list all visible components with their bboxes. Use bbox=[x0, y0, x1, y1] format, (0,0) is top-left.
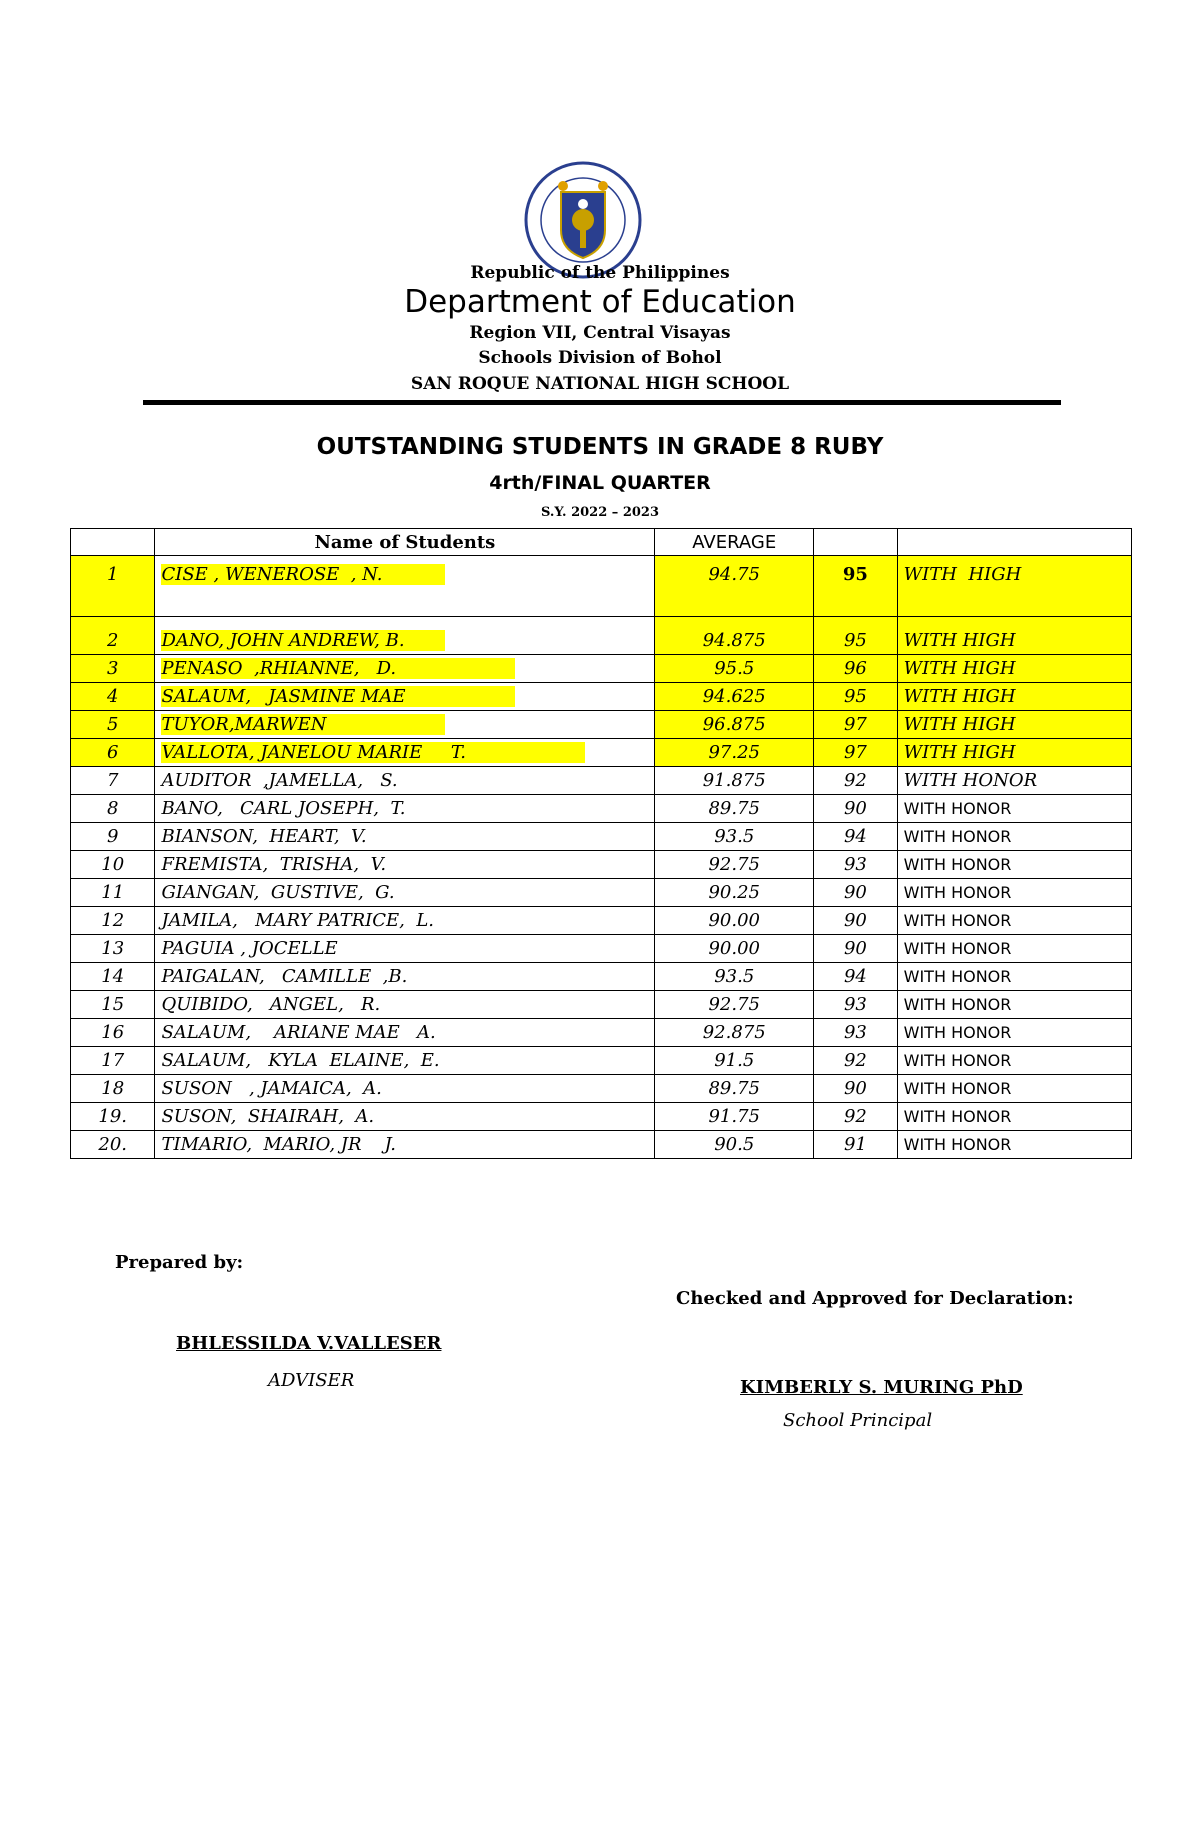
row-number: 3 bbox=[71, 655, 155, 683]
student-name: PAIGALAN, CAMILLE ,B. bbox=[155, 963, 655, 991]
row-average: 91.75 bbox=[655, 1103, 814, 1131]
student-name: FREMISTA, TRISHA, V. bbox=[155, 851, 655, 879]
row-number: 14 bbox=[71, 963, 155, 991]
table-row bbox=[71, 935, 1132, 963]
row-average: 96.875 bbox=[655, 711, 814, 739]
row-number: 19. bbox=[71, 1103, 155, 1131]
checked-approved-label: Checked and Approved for Declaration: bbox=[676, 1288, 1074, 1309]
table-row bbox=[71, 823, 1132, 851]
quarter-subtitle: 4rth/FINAL QUARTER bbox=[489, 472, 711, 494]
student-name: TIMARIO, MARIO, JR J. bbox=[155, 1131, 655, 1159]
table-row bbox=[71, 1019, 1132, 1047]
row-rounded-grade: 95 bbox=[814, 683, 897, 711]
student-name bbox=[155, 739, 655, 767]
row-rounded-grade: 90 bbox=[814, 1075, 897, 1103]
student-name: SALAUM, KYLA ELAINE, E. bbox=[155, 1047, 655, 1075]
principal-title: School Principal bbox=[783, 1410, 933, 1431]
header-average: AVERAGE bbox=[655, 529, 814, 556]
department-name: Department of Education bbox=[404, 284, 796, 320]
school-name: SAN ROQUE NATIONAL HIGH SCHOOL bbox=[410, 374, 790, 394]
table-row bbox=[71, 617, 1132, 655]
row-number: 6 bbox=[71, 739, 155, 767]
row-number: 15 bbox=[71, 991, 155, 1019]
school-year: S.Y. 2022 – 2023 bbox=[540, 505, 660, 520]
table-row bbox=[71, 1103, 1132, 1131]
row-remarks: WITH HONOR bbox=[897, 767, 1131, 795]
row-number: 13 bbox=[71, 935, 155, 963]
row-number: 4 bbox=[71, 683, 155, 711]
row-number: 11 bbox=[71, 879, 155, 907]
row-rounded-grade: 95 bbox=[814, 617, 897, 655]
student-name bbox=[155, 617, 655, 655]
row-average: 97.25 bbox=[655, 739, 814, 767]
row-average: 94.75 bbox=[655, 556, 814, 617]
row-number: 12 bbox=[71, 907, 155, 935]
row-remarks: WITH HONOR bbox=[897, 1019, 1131, 1047]
row-rounded-grade: 93 bbox=[814, 1019, 897, 1047]
row-average: 90.25 bbox=[655, 879, 814, 907]
region-line: Region VII, Central Visayas bbox=[469, 323, 731, 343]
student-name-text: DANO, JOHN ANDREW, B. bbox=[161, 630, 445, 651]
table-row bbox=[71, 879, 1132, 907]
row-average: 94.875 bbox=[655, 617, 814, 655]
student-name: JAMILA, MARY PATRICE, L. bbox=[155, 907, 655, 935]
row-remarks: WITH HONOR bbox=[897, 1131, 1131, 1159]
student-name: SUSON , JAMAICA, A. bbox=[155, 1075, 655, 1103]
row-average: 92.875 bbox=[655, 1019, 814, 1047]
student-name: AUDITOR ,JAMELLA, S. bbox=[155, 767, 655, 795]
student-name: QUIBIDO, ANGEL, R. bbox=[155, 991, 655, 1019]
student-name bbox=[155, 655, 655, 683]
row-remarks: WITH HIGH bbox=[897, 711, 1131, 739]
table-row bbox=[71, 767, 1132, 795]
table-row bbox=[71, 991, 1132, 1019]
row-rounded-grade: 91 bbox=[814, 1131, 897, 1159]
row-rounded-grade: 97 bbox=[814, 711, 897, 739]
student-name: GIANGAN, GUSTIVE, G. bbox=[155, 879, 655, 907]
student-name: SUSON, SHAIRAH, A. bbox=[155, 1103, 655, 1131]
row-remarks: WITH HONOR bbox=[897, 851, 1131, 879]
row-average: 91.875 bbox=[655, 767, 814, 795]
student-name-text: PENASO ,RHIANNE, D. bbox=[161, 658, 515, 679]
student-name: BANO, CARL JOSEPH, T. bbox=[155, 795, 655, 823]
row-average: 90.5 bbox=[655, 1131, 814, 1159]
header-remarks bbox=[897, 529, 1131, 556]
row-remarks: WITH HONOR bbox=[897, 1047, 1131, 1075]
row-number: 16 bbox=[71, 1019, 155, 1047]
row-number: 2 bbox=[71, 617, 155, 655]
row-remarks: WITH HONOR bbox=[897, 963, 1131, 991]
row-average: 92.75 bbox=[655, 991, 814, 1019]
row-average: 90.00 bbox=[655, 907, 814, 935]
row-rounded-grade: 96 bbox=[814, 655, 897, 683]
students-table bbox=[70, 528, 1132, 1159]
table-row bbox=[71, 907, 1132, 935]
row-rounded-grade: 90 bbox=[814, 935, 897, 963]
student-name-text: SALAUM, JASMINE MAE bbox=[161, 686, 515, 707]
row-rounded-grade: 95 bbox=[814, 556, 897, 617]
row-number: 17 bbox=[71, 1047, 155, 1075]
table-row bbox=[71, 963, 1132, 991]
row-rounded-grade: 94 bbox=[814, 823, 897, 851]
row-remarks: WITH HONOR bbox=[897, 1075, 1131, 1103]
student-name-text: CISE , WENEROSE , N. bbox=[161, 564, 445, 585]
row-rounded-grade: 90 bbox=[814, 795, 897, 823]
header-divider bbox=[143, 400, 1061, 405]
row-number: 7 bbox=[71, 767, 155, 795]
row-remarks: WITH HIGH bbox=[897, 617, 1131, 655]
student-name: SALAUM, ARIANE MAE A. bbox=[155, 1019, 655, 1047]
row-rounded-grade: 90 bbox=[814, 879, 897, 907]
prepared-by-label: Prepared by: bbox=[115, 1252, 244, 1273]
header-number bbox=[71, 529, 155, 556]
row-average: 93.5 bbox=[655, 963, 814, 991]
table-row bbox=[71, 851, 1132, 879]
row-average: 94.625 bbox=[655, 683, 814, 711]
table-row bbox=[71, 795, 1132, 823]
student-name bbox=[155, 711, 655, 739]
student-name bbox=[155, 683, 655, 711]
student-name: PAGUIA , JOCELLE bbox=[155, 935, 655, 963]
row-rounded-grade: 92 bbox=[814, 1103, 897, 1131]
row-number: 9 bbox=[71, 823, 155, 851]
row-remarks: WITH HONOR bbox=[897, 935, 1131, 963]
row-average: 89.75 bbox=[655, 795, 814, 823]
row-average: 92.75 bbox=[655, 851, 814, 879]
row-average: 89.75 bbox=[655, 1075, 814, 1103]
row-remarks: WITH HONOR bbox=[897, 1103, 1131, 1131]
row-remarks: WITH HONOR bbox=[897, 907, 1131, 935]
student-name: BIANSON, HEART, V. bbox=[155, 823, 655, 851]
table-row bbox=[71, 711, 1132, 739]
deped-seal-logo bbox=[523, 160, 643, 280]
row-number: 1 bbox=[71, 556, 155, 617]
row-number: 8 bbox=[71, 795, 155, 823]
row-rounded-grade: 90 bbox=[814, 907, 897, 935]
document-title: OUTSTANDING STUDENTS IN GRADE 8 RUBY bbox=[316, 434, 884, 460]
table-row bbox=[71, 739, 1132, 767]
table-row bbox=[71, 1047, 1132, 1075]
row-remarks: WITH HIGH bbox=[897, 655, 1131, 683]
row-rounded-grade: 92 bbox=[814, 767, 897, 795]
division-line: Schools Division of Bohol bbox=[478, 348, 722, 368]
row-remarks: WITH HIGH bbox=[897, 556, 1131, 617]
row-rounded-grade: 93 bbox=[814, 991, 897, 1019]
student-name bbox=[155, 556, 655, 617]
row-average: 90.00 bbox=[655, 935, 814, 963]
student-name-text: VALLOTA, JANELOU MARIE T. bbox=[161, 742, 585, 763]
row-average: 95.5 bbox=[655, 655, 814, 683]
row-rounded-grade: 94 bbox=[814, 963, 897, 991]
row-rounded-grade: 97 bbox=[814, 739, 897, 767]
student-name-text: TUYOR,MARWEN bbox=[161, 714, 445, 735]
table-row bbox=[71, 556, 1132, 617]
row-rounded-grade: 92 bbox=[814, 1047, 897, 1075]
table-row bbox=[71, 1075, 1132, 1103]
row-number: 20. bbox=[71, 1131, 155, 1159]
row-remarks: WITH HONOR bbox=[897, 879, 1131, 907]
row-number: 18 bbox=[71, 1075, 155, 1103]
adviser-name: BHLESSILDA V.VALLESER bbox=[176, 1333, 442, 1354]
table-row bbox=[71, 683, 1132, 711]
row-remarks: WITH HONOR bbox=[897, 795, 1131, 823]
row-remarks: WITH HIGH bbox=[897, 683, 1131, 711]
republic-line: Republic of the Philippines bbox=[470, 263, 730, 283]
row-remarks: WITH HIGH bbox=[897, 739, 1131, 767]
row-average: 93.5 bbox=[655, 823, 814, 851]
table-row bbox=[71, 1131, 1132, 1159]
row-average: 91.5 bbox=[655, 1047, 814, 1075]
row-remarks: WITH HONOR bbox=[897, 823, 1131, 851]
table-row bbox=[71, 655, 1132, 683]
row-rounded-grade: 93 bbox=[814, 851, 897, 879]
header-rounded bbox=[814, 529, 897, 556]
header-name: Name of Students bbox=[155, 529, 655, 556]
row-number: 5 bbox=[71, 711, 155, 739]
table-header-row bbox=[71, 529, 1132, 556]
adviser-title: ADVISER bbox=[268, 1370, 355, 1391]
principal-name: KIMBERLY S. MURING PhD bbox=[740, 1377, 1023, 1398]
row-remarks: WITH HONOR bbox=[897, 991, 1131, 1019]
row-number: 10 bbox=[71, 851, 155, 879]
